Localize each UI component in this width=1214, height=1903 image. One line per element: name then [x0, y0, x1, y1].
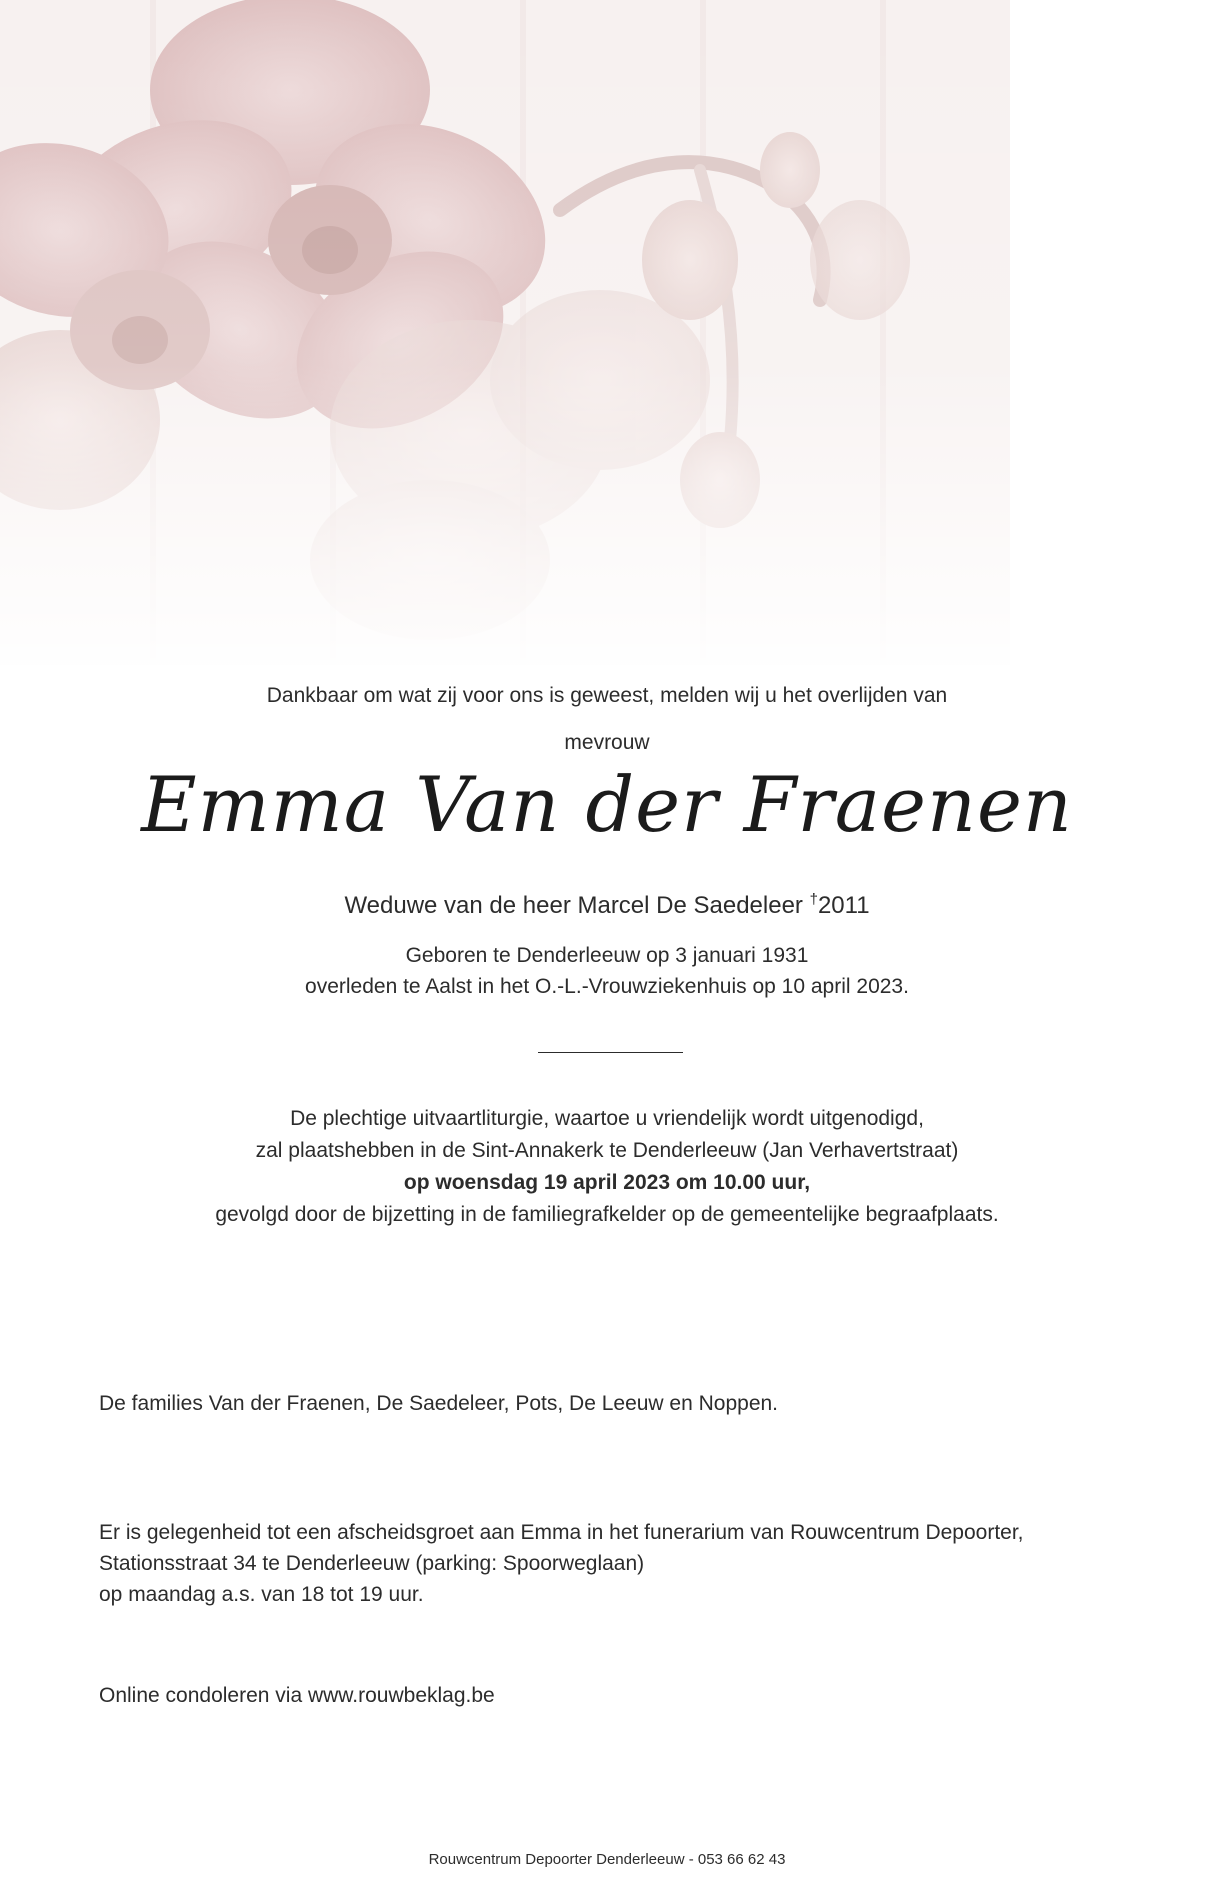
birth-death-info — [0, 940, 1214, 1002]
divider-line — [538, 1052, 683, 1053]
ceremony-line-4: gevolgd door de bijzetting in de familiegrafkelder op de gemeentelijke begraafplaats. — [215, 1203, 999, 1226]
birth-line: Geboren te Denderleeuw op 3 januari 1931 — [405, 944, 809, 967]
families-text: De families Van der Fraenen, De Saedeleer, Pots, De Leeuw en Noppen. — [99, 1392, 779, 1415]
orchid-flowers-icon — [0, 0, 1010, 665]
widow-line — [0, 891, 1214, 920]
ceremony-line-1: De plechtige uitvaartliturgie, waartoe u vriendelijk wordt uitgenodigd, — [290, 1107, 924, 1130]
ceremony-line-2: zal plaatshebben in de Sint-Annakerk te Denderleeuw (Jan Verhavertstraat) — [255, 1139, 959, 1162]
widow-year: 2011 — [817, 892, 870, 919]
honorific-title: mevrouw — [564, 731, 650, 754]
widow-text: Weduwe van de heer Marcel De Saedeleer — [344, 892, 810, 919]
deceased-name: Emma Van der Fraenen — [141, 760, 1073, 849]
visitation-line-3: op maandag a.s. van 18 tot 19 uur. — [99, 1583, 424, 1606]
orchid-header-image — [0, 0, 1010, 665]
death-line: overleden te Aalst in het O.-L.-Vrouwziekenhuis op 10 april 2023. — [305, 975, 909, 998]
footer-contact: Rouwcentrum Depoorter Denderleeuw - 053 66 62 43 — [428, 1851, 786, 1868]
visitation-line-2: Stationsstraat 34 te Denderleeuw (parking: Spoorweglaan) — [99, 1552, 645, 1575]
visitation-line-1: Er is gelegenheid tot een afscheidsgroet aan Emma in het funerarium van Rouwcentrum Depoorter, — [99, 1521, 1024, 1544]
ceremony-date: op woensdag 19 april 2023 om 10.00 uur, — [403, 1171, 811, 1194]
cross-symbol: † — [809, 891, 818, 908]
ceremony-block — [0, 1103, 1214, 1231]
online-condolence-text: Online condoleren via www.rouwbeklag.be — [99, 1684, 495, 1707]
intro-text: Dankbaar om wat zij voor ons is geweest, melden wij u het overlijden van — [266, 684, 948, 707]
visitation-block — [99, 1517, 1149, 1610]
